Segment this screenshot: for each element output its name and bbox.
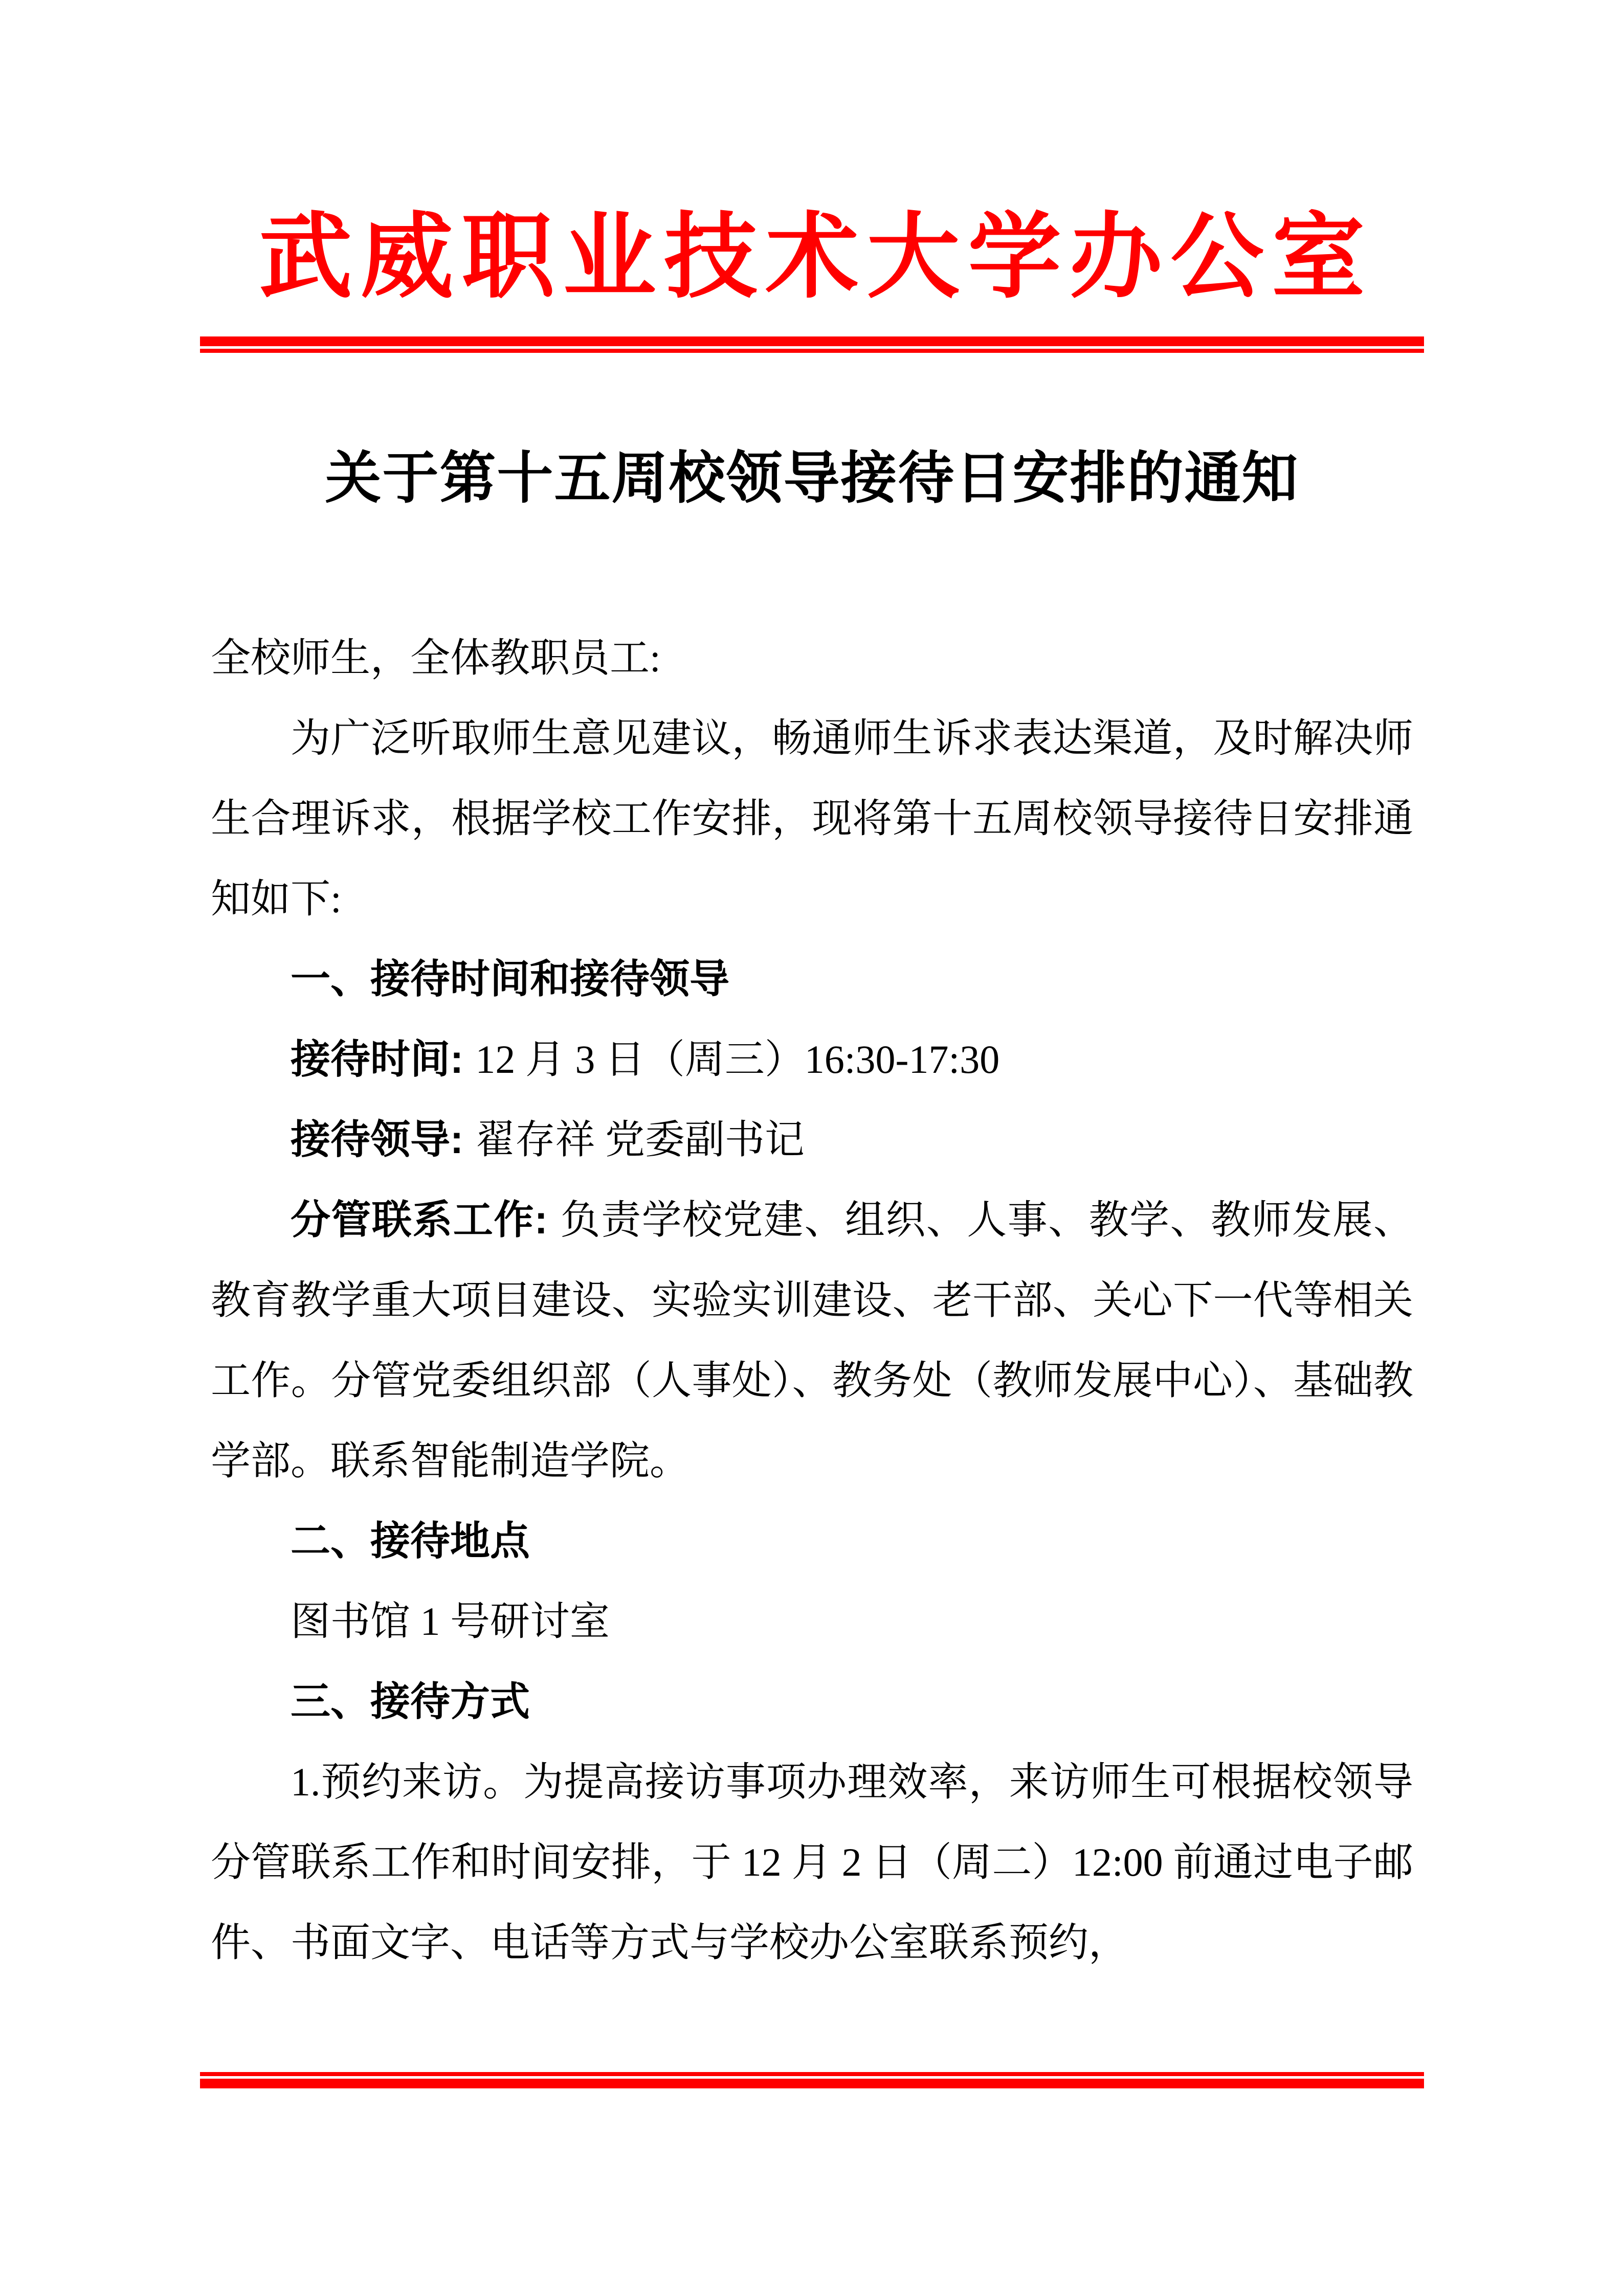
responsibilities-line — [211, 1180, 1413, 1501]
footer-divider — [200, 2072, 1424, 2088]
header-divider-thin-line — [200, 349, 1424, 353]
reception-time-value: 12 月 3 日（周三）16:30-17:30 — [475, 1037, 1000, 1082]
footer-divider-thin-line — [200, 2072, 1424, 2076]
reception-time-label: 接待时间: — [291, 1037, 463, 1082]
section-2-heading: 二、接待地点 — [291, 1518, 530, 1563]
letterhead-org-name: 武威职业技术大学办公室 — [259, 207, 1373, 309]
reception-leader-label: 接待领导: — [291, 1117, 463, 1162]
reception-leader-value: 翟存祥 党委副书记 — [475, 1117, 805, 1162]
intro-paragraph: 为广泛听取师生意见建议，畅通师生诉求表达渠道，及时解决师生合理诉求，根据学校工作安排，现将第十五周校领导接待日安排通知如下: — [211, 716, 1413, 921]
section-3-heading: 三、接待方式 — [291, 1679, 530, 1724]
responsibilities-value: 负责学校党建、组织、人事、教学、教师发展、教育教学重大项目建设、实验实训建设、老干部、关心下一代等相关工作。分管党委组织部（人事处）、教务处（教师发展中心）、基础教学部。联系智能制造学院。 — [211, 1198, 1413, 1483]
salutation: 全校师生，全体教职员工: — [211, 636, 661, 680]
document-body — [211, 618, 1413, 1983]
reception-location: 图书馆 1 号研讨室 — [291, 1599, 610, 1644]
header-divider — [200, 336, 1424, 353]
reception-time-line — [211, 1019, 1413, 1099]
footer-divider-thick-line — [200, 2079, 1424, 2088]
responsibilities-label: 分管联系工作: — [291, 1197, 548, 1242]
document-title: 关于第十五周校领导接待日安排的通知 — [325, 447, 1299, 510]
reception-leader-line — [211, 1099, 1413, 1180]
section-1-heading: 一、接待时间和接待领导 — [291, 956, 730, 1001]
appointment-paragraph: 1.预约来访。为提高接访事项办理效率，来访师生可根据校领导分管联系工作和时间安排，于 12 月 2 日（周二）12:00 前通过电子邮件、书面文字、电话等方式与学校办公室联系预约， — [211, 1760, 1413, 1965]
header-divider-thick-line — [200, 336, 1424, 346]
